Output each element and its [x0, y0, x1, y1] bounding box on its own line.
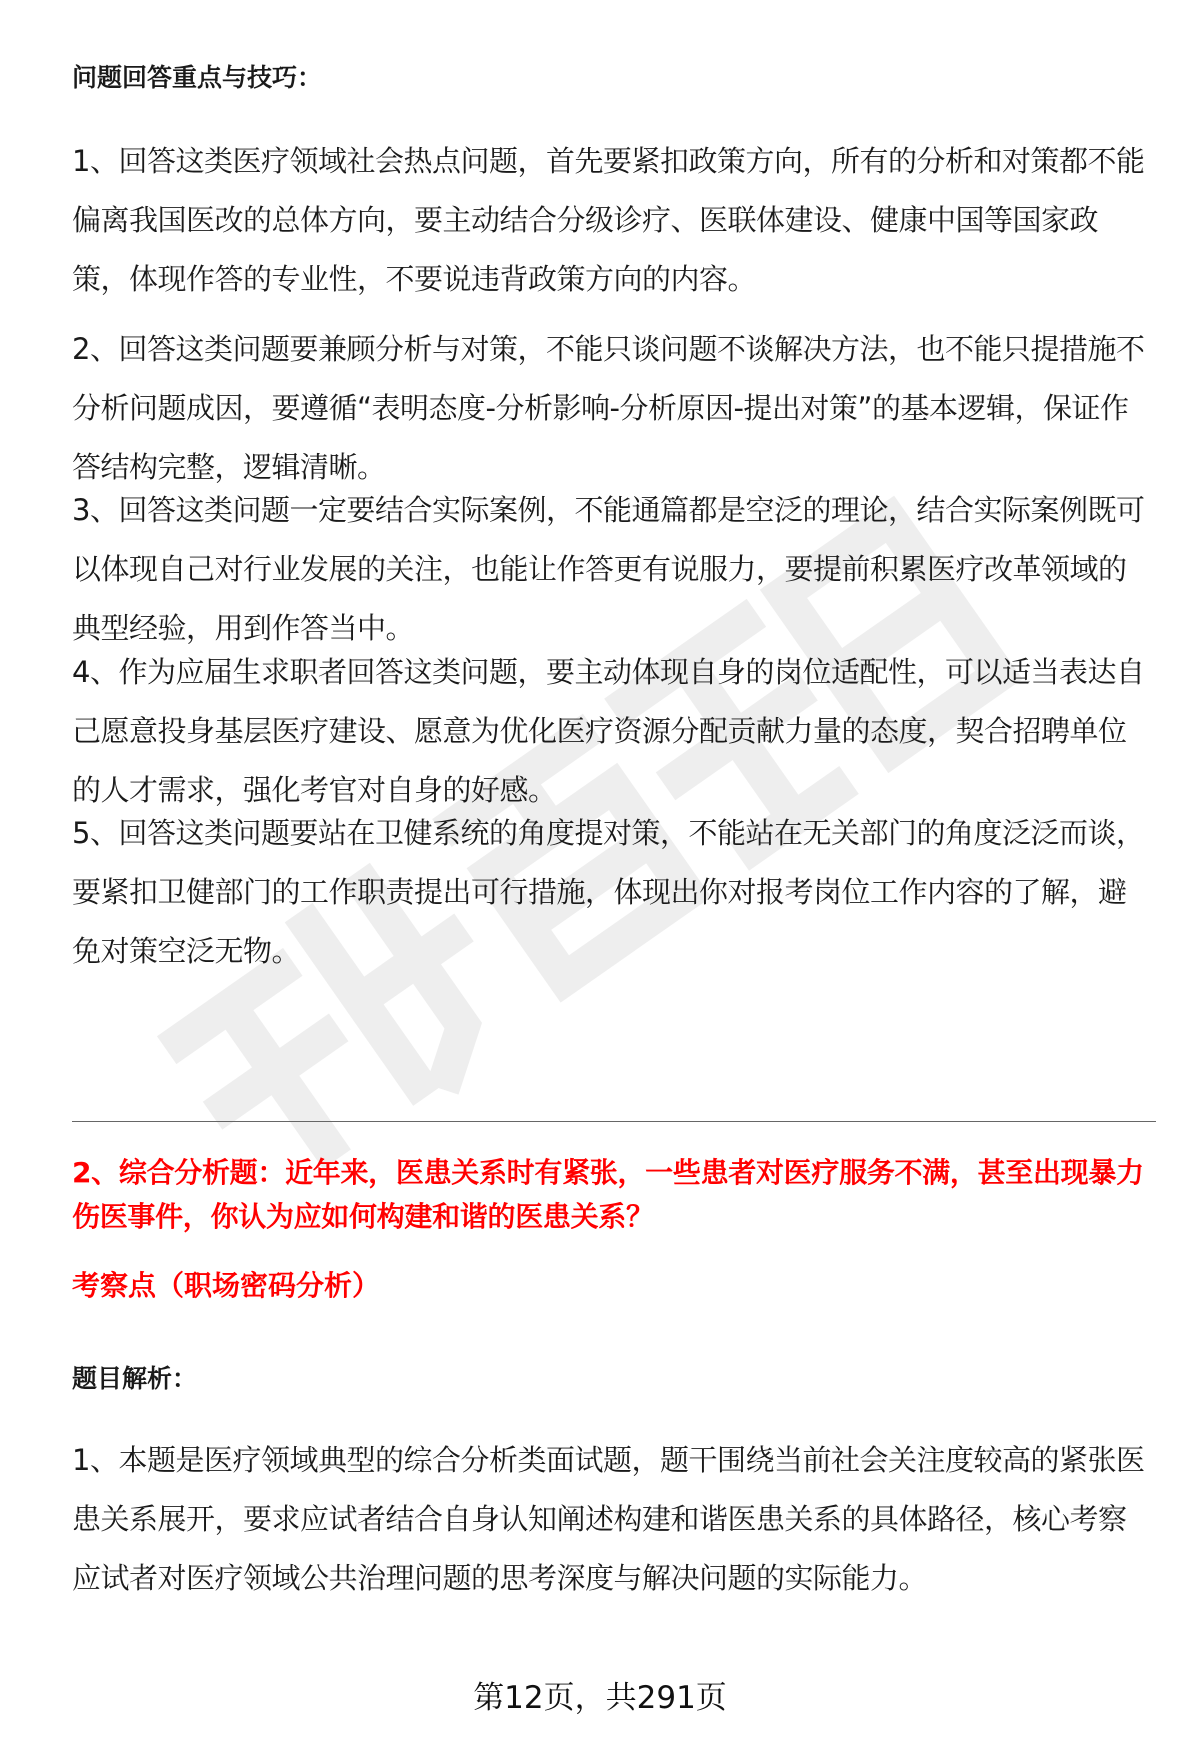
page-number-footer: 第12页，共291页	[473, 1680, 727, 1716]
exam-point-heading: 考察点（职场密码分析）	[72, 1269, 381, 1302]
analysis-paragraph-1: 1、本题是医疗领域典型的综合分析类面试题，题干围绕当前社会关注度较高的紧张医患关系展开，要求应试者结合自身认知阐述构建和谐医患关系的具体路径，核心考察应试者对医疗领域公共治理问题的思考深度与解决问题的实际能力。	[72, 1443, 1145, 1595]
tip-paragraph-4: 4、作为应届生求职者回答这类问题，要主动体现自身的岗位适配性，可以适当表达自己愿意投身基层医疗建设、愿意为优化医疗资源分配贡献力量的态度，契合招聘单位的人才需求，强化考官对自身的好感。	[72, 655, 1145, 807]
section-divider	[72, 1121, 1156, 1122]
tip-paragraph-3: 3、回答这类问题一定要结合实际案例，不能通篇都是空泛的理论，结合实际案例既可以体现自己对行业发展的关注，也能让作答更有说服力，要提前积累医疗改革领域的典型经验，用到作答当中。	[72, 493, 1145, 645]
tip-paragraph-1: 1、回答这类医疗领域社会热点问题，首先要紧扣政策方向，所有的分析和对策都不能偏离我国医改的总体方向，要主动结合分级诊疗、医联体建设、健康中国等国家政策，体现作答的专业性，不要说违背政策方向的内容。	[72, 144, 1145, 296]
question-title: 2、综合分析题：近年来，医患关系时有紧张，一些患者对医疗服务不满，甚至出现暴力伤医事件，你认为应如何构建和谐的医患关系？	[72, 1156, 1144, 1233]
analysis-heading: 题目解析：	[72, 1364, 198, 1393]
tip-paragraph-2: 2、回答这类问题要兼顾分析与对策，不能只谈问题不谈解决方法，也不能只提措施不分析问题成因，要遵循“表明态度-分析影响-分析原因-提出对策”的基本逻辑，保证作答结构完整，逻辑清晰。	[72, 332, 1145, 484]
tip-paragraph-5: 5、回答这类问题要站在卫健系统的角度提对策，不能站在无关部门的角度泛泛而谈，要紧扣卫健部门的工作职责提出可行措施，体现出你对报考岗位工作内容的了解，避免对策空泛无物。	[72, 816, 1145, 968]
tips-heading: 问题回答重点与技巧：	[72, 63, 323, 92]
